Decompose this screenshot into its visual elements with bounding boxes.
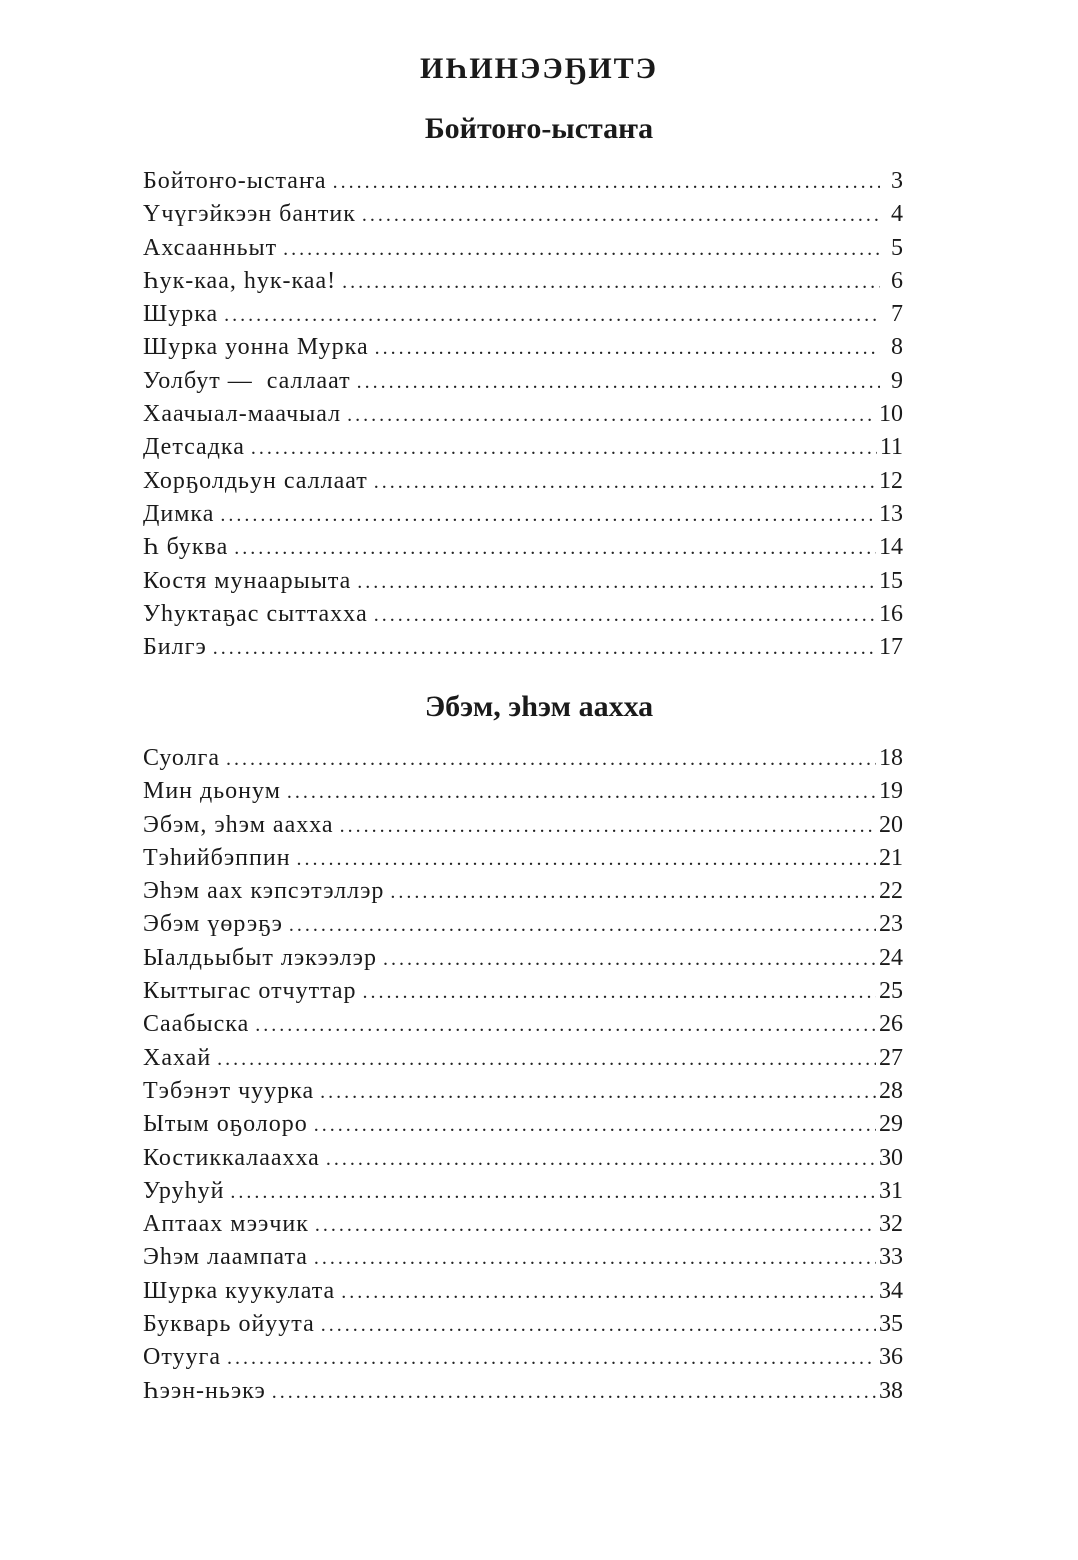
dot-leader [226, 743, 876, 776]
dot-leader [272, 1376, 876, 1409]
toc-entry[interactable] [143, 1341, 903, 1374]
dot-leader [374, 466, 876, 499]
toc-entry[interactable] [143, 1075, 903, 1108]
entry-page-number: 31 [879, 1177, 903, 1204]
entry-page-number: 35 [879, 1311, 903, 1338]
entry-page-number: 11 [879, 434, 903, 461]
entry-page-number: 20 [879, 811, 903, 838]
entry-page-number: 12 [879, 467, 903, 494]
entry-page-number: 16 [879, 600, 903, 627]
entry-title: Эбэм үөрэҕэ [143, 911, 283, 938]
dot-leader [230, 1176, 876, 1209]
entry-title: Шурка куукулата [143, 1277, 336, 1304]
dot-leader [341, 1276, 876, 1309]
entry-title: Билгэ [143, 634, 207, 661]
entry-title: Эбэм, эһэм аахха [143, 811, 334, 838]
dot-leader [347, 399, 876, 432]
toc-entry[interactable] [143, 631, 903, 664]
entry-title: Шурка [143, 301, 219, 328]
toc-entry[interactable] [143, 232, 903, 265]
toc-entry[interactable] [143, 975, 903, 1008]
entry-title: Хахай [143, 1044, 212, 1071]
dot-leader [255, 1009, 876, 1042]
dot-leader [234, 532, 876, 565]
dot-leader [383, 943, 876, 976]
dot-leader [283, 233, 880, 266]
dot-leader [375, 332, 880, 365]
toc-entry[interactable] [143, 942, 903, 975]
entry-title: Мин дьонум [143, 778, 281, 805]
section-heading: Эбэм, эһэм аахха [424, 690, 654, 723]
entry-page-number: 24 [879, 944, 903, 971]
dot-leader [287, 776, 876, 809]
entry-title: Детсадка [143, 434, 245, 461]
entry-page-number: 27 [879, 1044, 903, 1071]
entry-title: Һ буква [143, 534, 229, 561]
entry-page-number: 5 [891, 234, 903, 261]
toc-entry[interactable] [143, 1375, 903, 1408]
toc-entry[interactable] [143, 331, 903, 364]
toc-entry[interactable] [143, 1275, 903, 1308]
entry-title: Тэбэнэт чуурка [143, 1077, 315, 1104]
dot-leader [333, 166, 880, 199]
entry-page-number: 34 [879, 1277, 903, 1304]
entry-page-number: 28 [879, 1077, 903, 1104]
dot-leader [357, 366, 880, 399]
toc-entry[interactable] [143, 498, 903, 531]
dot-leader [315, 1209, 876, 1242]
entry-page-number: 36 [879, 1344, 903, 1371]
entry-page-number: 33 [879, 1244, 903, 1271]
toc-entry[interactable] [143, 1142, 903, 1175]
entry-title: Бойтоҥо-ыстаҥа [143, 168, 327, 194]
toc-entry[interactable] [143, 1108, 903, 1141]
toc-entry[interactable] [143, 465, 903, 498]
entry-title: Отууга [143, 1344, 221, 1371]
toc-entry[interactable] [143, 598, 903, 631]
entry-page-number: 30 [879, 1144, 903, 1171]
toc-entry[interactable] [143, 1008, 903, 1041]
toc-entry[interactable] [143, 1208, 903, 1241]
entry-title: Костя мунаарыыта [143, 567, 352, 594]
toc-entry[interactable] [143, 431, 903, 464]
entry-page-number: 14 [879, 534, 903, 561]
entry-title: Хаачыал-маачыал [143, 401, 342, 428]
entry-title: Үчүгэйкээн бантик [143, 201, 356, 228]
dot-leader [217, 1043, 876, 1076]
entry-page-number: 38 [879, 1377, 903, 1404]
entry-title: Саабыска [143, 1011, 250, 1038]
entry-page-number: 19 [879, 778, 903, 805]
entry-title: Һук-каа, һук-каа! [143, 267, 337, 294]
dot-leader [342, 266, 880, 299]
entry-page-number: 23 [879, 911, 903, 938]
entry-page-number: 6 [891, 267, 903, 294]
toc-entry[interactable] [143, 298, 903, 331]
toc-entry[interactable] [143, 842, 903, 875]
toc-entry[interactable] [143, 1175, 903, 1208]
entry-title: Эһэм лаампата [143, 1244, 308, 1271]
entry-page-number: 13 [879, 500, 903, 527]
dot-leader [390, 876, 876, 909]
entry-title: Шурка уонна Мурка [143, 334, 369, 361]
entry-page-number: 25 [879, 978, 903, 1005]
entry-title: Суолга [143, 745, 220, 771]
toc-entry[interactable] [143, 742, 903, 775]
entry-title: Ыалдьыбыт лэкээлэр [143, 944, 377, 971]
toc-list [143, 165, 903, 664]
entry-page-number: 10 [879, 401, 903, 428]
dot-leader [357, 566, 876, 599]
entry-title: Уолбут — саллаат [143, 367, 351, 394]
entry-page-number: 26 [879, 1011, 903, 1038]
dot-leader [362, 199, 880, 232]
entry-title: Аптаах мээчик [143, 1211, 309, 1238]
dot-leader [220, 499, 876, 532]
toc-entry[interactable] [143, 1241, 903, 1274]
toc-entry[interactable] [143, 198, 903, 231]
entry-page-number: 17 [879, 634, 903, 661]
page-title: ИҺИНЭЭҔИТЭ [419, 52, 659, 85]
entry-title: Костиккалаахха [143, 1144, 320, 1171]
toc-entry[interactable] [143, 398, 903, 431]
dot-leader [289, 909, 876, 942]
dot-leader [340, 810, 876, 843]
entry-title: Эһэм аах кэпсэтэллэр [143, 878, 385, 905]
entry-page-number: 18 [879, 745, 903, 771]
dot-leader [326, 1143, 876, 1176]
entry-page-number: 7 [891, 301, 903, 328]
dot-leader [374, 599, 876, 632]
toc-entry[interactable] [143, 165, 903, 198]
toc-entry[interactable] [143, 565, 903, 598]
dot-leader [363, 976, 876, 1009]
entry-title: Уруһуй [143, 1177, 225, 1204]
dot-leader [314, 1109, 876, 1142]
entry-page-number: 8 [891, 334, 903, 361]
toc-entry[interactable] [143, 875, 903, 908]
entry-page-number: 29 [879, 1111, 903, 1138]
entry-page-number: 15 [879, 567, 903, 594]
dot-leader [320, 1076, 876, 1109]
entry-page-number: 32 [879, 1211, 903, 1238]
toc-entry[interactable] [143, 265, 903, 298]
toc-entry[interactable] [143, 908, 903, 941]
entry-title: Тэһийбэппин [143, 844, 291, 871]
entry-page-number: 21 [879, 844, 903, 871]
toc-list [143, 742, 903, 1408]
entry-title: Уһуктаҕас сыттаххa [143, 600, 368, 627]
entry-page-number: 9 [891, 367, 903, 394]
dot-leader [213, 632, 876, 665]
entry-title: Димка [143, 500, 215, 527]
dot-leader [251, 432, 877, 465]
entry-page-number: 22 [879, 878, 903, 905]
entry-title: Ытым оҕолоро [143, 1111, 308, 1138]
entry-title: Һээн-ньэкэ [143, 1377, 266, 1404]
entry-title: Хорҕолдьун саллаат [143, 467, 368, 494]
toc-entry[interactable] [143, 1308, 903, 1341]
dot-leader [314, 1242, 876, 1275]
dot-leader [321, 1309, 876, 1342]
entry-title: Букварь ойуута [143, 1311, 315, 1338]
entry-page-number: 3 [891, 168, 903, 194]
toc-entry[interactable] [143, 531, 903, 564]
dot-leader [224, 299, 880, 332]
entry-page-number: 4 [891, 201, 903, 228]
entry-title: Кыттыгас отчуттар [143, 978, 357, 1005]
toc-entry[interactable] [143, 365, 903, 398]
toc-entry[interactable] [143, 775, 903, 808]
toc-entry[interactable] [143, 809, 903, 842]
dot-leader [297, 843, 876, 876]
dot-leader [227, 1342, 876, 1375]
entry-title: Ахсаанньыт [143, 234, 278, 261]
toc-entry[interactable] [143, 1042, 903, 1075]
section-heading: Бойтоҥо-ыстаҥа [424, 112, 654, 145]
